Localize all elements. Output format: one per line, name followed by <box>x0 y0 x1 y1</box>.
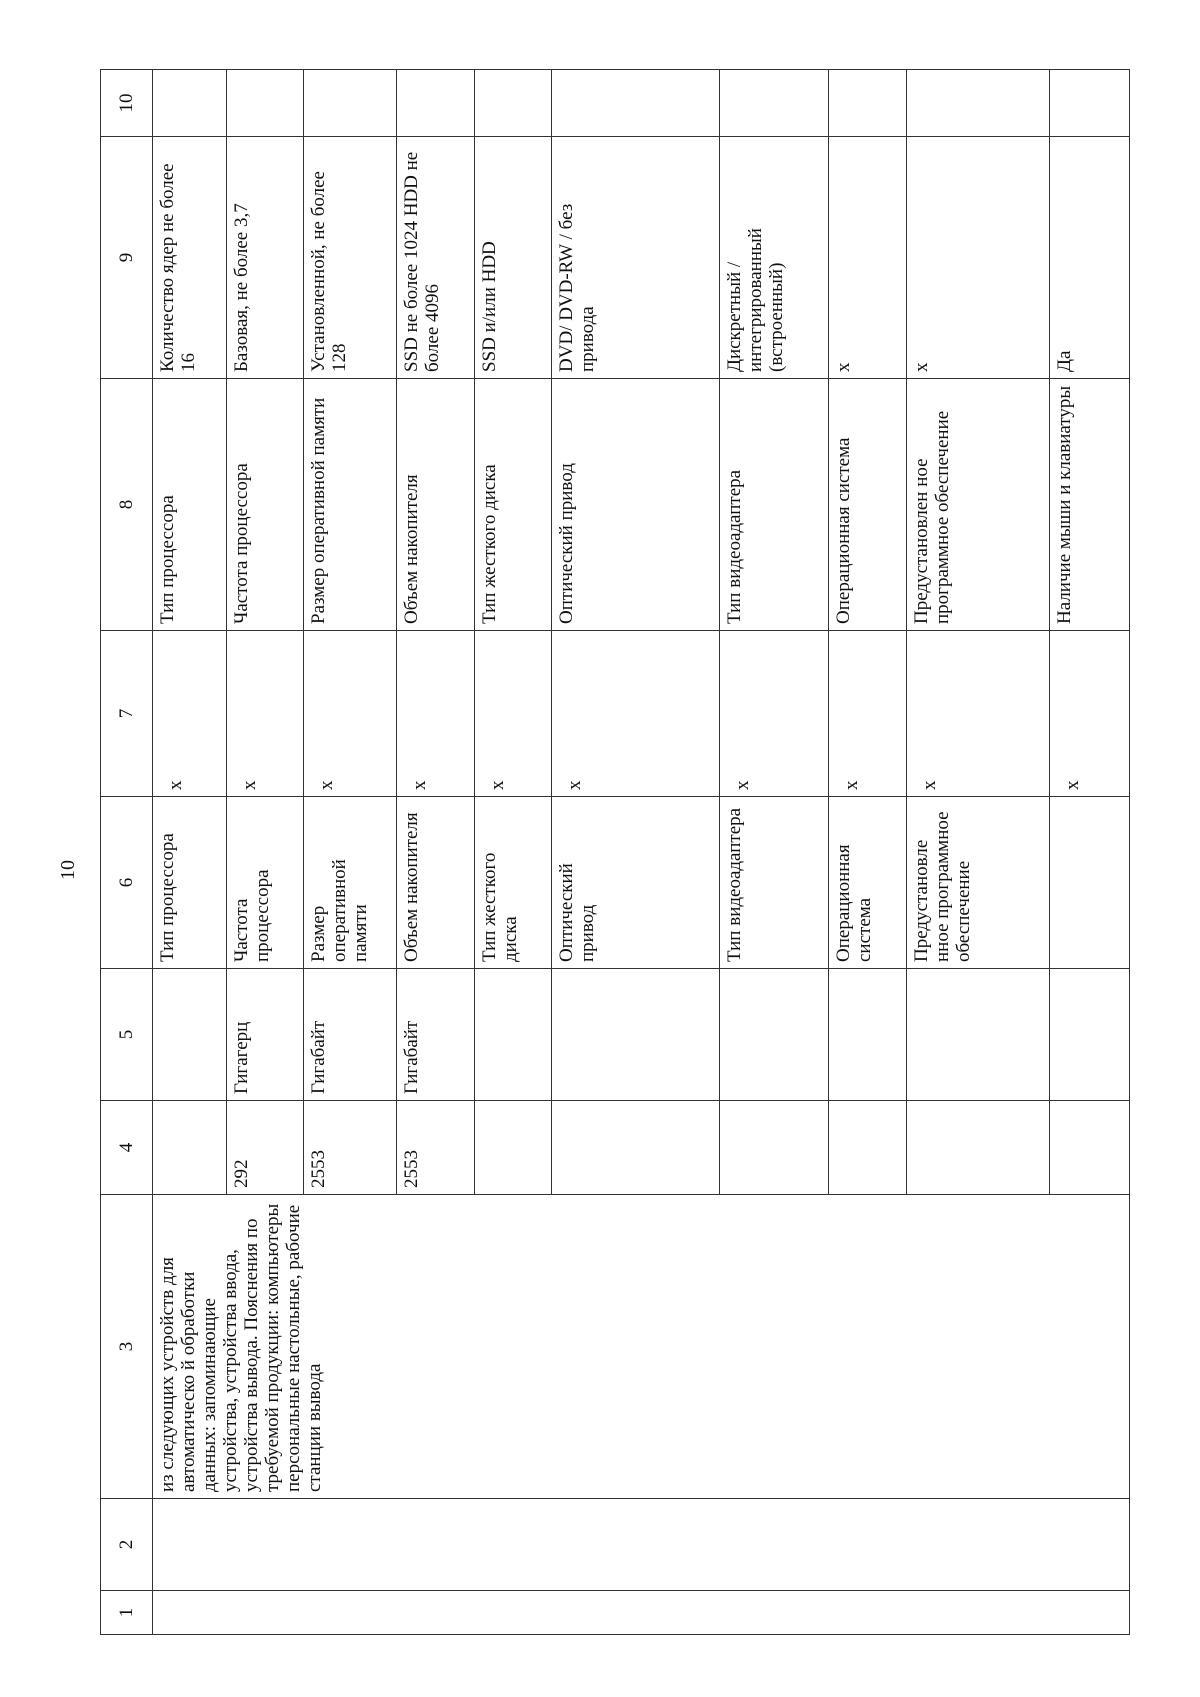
cell-c7: х <box>719 631 828 797</box>
cell-c4 <box>152 1101 226 1195</box>
cell-c9: Да <box>1050 137 1130 379</box>
cell-c5: Гигабайт <box>304 969 397 1101</box>
cell-c4 <box>829 1101 906 1195</box>
cell-c10 <box>551 70 719 137</box>
cell-col1 <box>152 1591 1129 1635</box>
cell-c4: 2553 <box>304 1101 397 1195</box>
cell-c8: Размер оперативной памяти <box>304 379 397 631</box>
col-header-9: 9 <box>101 137 153 379</box>
cell-c7: х <box>474 631 551 797</box>
cell-c4: 2553 <box>397 1101 474 1195</box>
cell-c10 <box>474 70 551 137</box>
cell-c6: Тип видеоадаптера <box>719 797 828 969</box>
cell-c8: Предустановлен ное программное обеспечение <box>906 379 1050 631</box>
rotated-table-container <box>100 70 1130 1635</box>
cell-c7: х <box>226 631 303 797</box>
cell-c9: Дискретный /интегрированный (встроенный) <box>719 137 828 379</box>
cell-col3: из следующих устройств для автоматическо й обработки данных: запоминающие устройства, устройства ввода, устройства вывода. Пояснения по требуемой продукции: компьютеры персональные настольные, рабочие станции вывода <box>152 1195 1129 1499</box>
cell-c4 <box>719 1101 828 1195</box>
cell-c9: Базовая, не более 3,7 <box>226 137 303 379</box>
col-header-3: 3 <box>101 1195 153 1499</box>
cell-c5 <box>152 969 226 1101</box>
col-header-5: 5 <box>101 969 153 1101</box>
cell-c6: Предустановле нное программное обеспечение <box>906 797 1050 969</box>
cell-c9: DVD/ DVD-RW / без привода <box>551 137 719 379</box>
cell-c9: Количество ядер не более 16 <box>152 137 226 379</box>
cell-col2 <box>152 1499 1129 1591</box>
cell-c6: Операционная система <box>829 797 906 969</box>
col-header-2: 2 <box>101 1499 153 1591</box>
cell-c8: Оптический привод <box>551 379 719 631</box>
cell-c6: Объем накопителя <box>397 797 474 969</box>
cell-c4 <box>551 1101 719 1195</box>
cell-c10 <box>152 70 226 137</box>
cell-c8: Тип процессора <box>152 379 226 631</box>
cell-c5: Гигагерц <box>226 969 303 1101</box>
cell-c7: х <box>397 631 474 797</box>
col-header-4: 4 <box>101 1101 153 1195</box>
col-header-8: 8 <box>101 379 153 631</box>
cell-c9: SSD не более 1024 HDD не более 4096 <box>397 137 474 379</box>
cell-c9: Установленной, не более 128 <box>304 137 397 379</box>
cell-c10 <box>226 70 303 137</box>
col-header-1: 1 <box>101 1591 153 1635</box>
cell-c7: х <box>829 631 906 797</box>
cell-c8: Объем накопителя <box>397 379 474 631</box>
col-header-7: 7 <box>101 631 153 797</box>
cell-c10 <box>397 70 474 137</box>
cell-c9: SSD и/или HDD <box>474 137 551 379</box>
cell-c10 <box>829 70 906 137</box>
cell-c7: х <box>551 631 719 797</box>
cell-c5: Гигабайт <box>397 969 474 1101</box>
cell-c8: Тип жесткого диска <box>474 379 551 631</box>
cell-c6: Оптический привод <box>551 797 719 969</box>
table-row <box>152 70 226 1635</box>
cell-c8: Тип видеоадаптера <box>719 379 828 631</box>
cell-c4: 292 <box>226 1101 303 1195</box>
cell-c10 <box>304 70 397 137</box>
header-row <box>101 70 153 1635</box>
cell-c5 <box>551 969 719 1101</box>
col-header-10: 10 <box>101 70 153 137</box>
cell-c9: х <box>906 137 1050 379</box>
cell-c4 <box>474 1101 551 1195</box>
cell-c5 <box>906 969 1050 1101</box>
specification-table <box>100 69 1130 1635</box>
cell-c10 <box>1050 70 1130 137</box>
cell-c5 <box>719 969 828 1101</box>
cell-c7: х <box>304 631 397 797</box>
cell-c7: х <box>906 631 1050 797</box>
cell-c6: Тип жесткого диска <box>474 797 551 969</box>
cell-c5 <box>829 969 906 1101</box>
cell-c5 <box>1050 969 1130 1101</box>
cell-c5 <box>474 969 551 1101</box>
cell-c7: х <box>1050 631 1130 797</box>
cell-c10 <box>906 70 1050 137</box>
cell-c6: Размер оперативной памяти <box>304 797 397 969</box>
cell-c4 <box>1050 1101 1130 1195</box>
cell-c6: Тип процессора <box>152 797 226 969</box>
cell-c9: х <box>829 137 906 379</box>
cell-c4 <box>906 1101 1050 1195</box>
cell-c8: Операционная система <box>829 379 906 631</box>
col-header-6: 6 <box>101 797 153 969</box>
page-number: 10 <box>57 860 79 880</box>
cell-c8: Частота процессора <box>226 379 303 631</box>
cell-c6: Частота процессора <box>226 797 303 969</box>
cell-c8: Наличие мыши и клавиатуры <box>1050 379 1130 631</box>
cell-c6 <box>1050 797 1130 969</box>
cell-c7: х <box>152 631 226 797</box>
cell-c10 <box>719 70 828 137</box>
